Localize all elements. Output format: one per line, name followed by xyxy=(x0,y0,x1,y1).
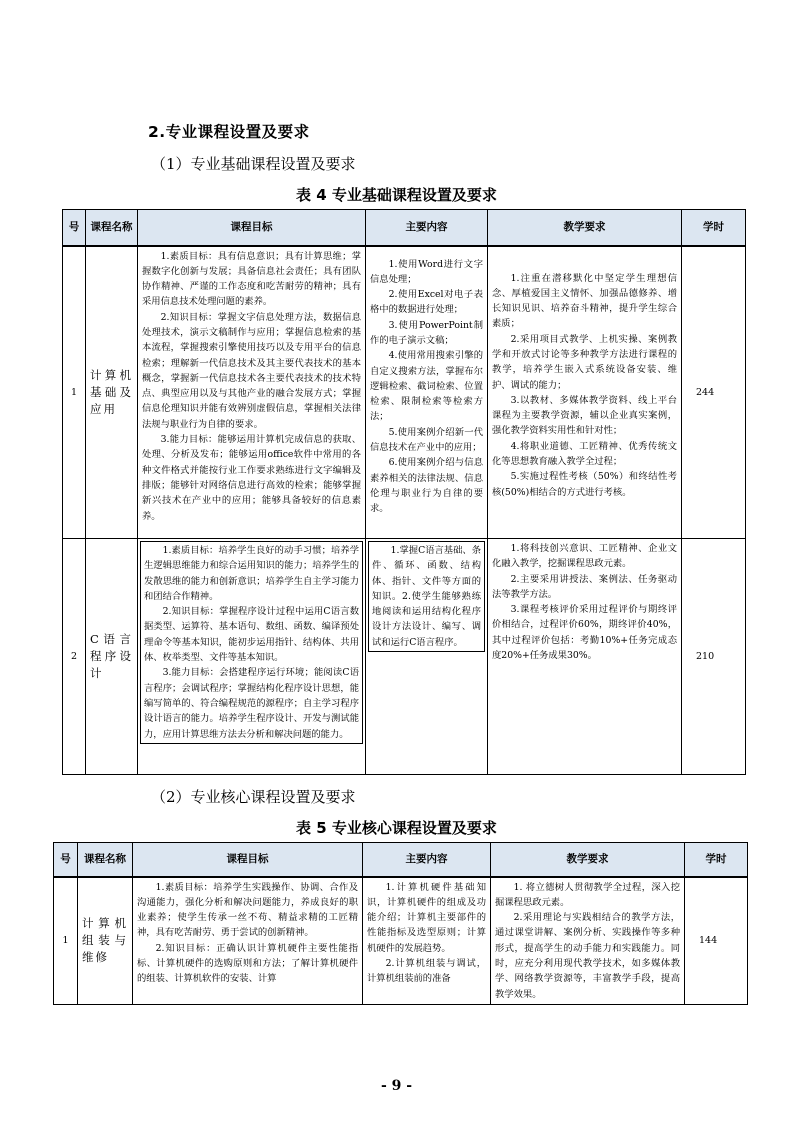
goal-paragraph: 1.素质目标：培养学生良好的动手习惯；培养学生逻辑思维能力和综合运用知识的能力；培养学生的发散思维的能力和创新意识；培养学生自主学习能力和团结合作精神。 xyxy=(144,545,359,602)
page-number: - 9 - xyxy=(380,1078,413,1094)
table-header-row xyxy=(54,843,748,877)
goal-paragraph: 1.素质目标：具有信息意识；具有计算思维；掌握数字化创新与发展；具备信息社会责任；具有团队协作精神、严谨的工作态度和吃苦耐劳的精神；具有采用信息技术处理问题的素养。 xyxy=(142,250,361,308)
teaching-req-cell xyxy=(488,246,682,539)
course-hours: 210 xyxy=(682,539,746,775)
course-name: 计算机组装与维修 xyxy=(78,877,133,1005)
req-item: 2.采用理论与实践相结合的教学方法，通过课堂讲解、案例分析、实践操作等多种形式，提高学生的动手能力和实践能力。同时，应充分利用现代教学技术，如多媒体教学、网络教学资源等，丰富教学手段，提高教学效果。 xyxy=(495,912,680,1000)
course-content-cell xyxy=(366,246,488,539)
content-item: 5.使用案例介绍新一代信息技术在产业中的应用； xyxy=(370,426,483,454)
goal-paragraph: 2.知识目标：掌握程序设计过程中运用C语言数据类型、运算符、基本语句、数组、函数、编译预处理命令等基本知识，能初步运用指针、结构体、共用体、枚举类型、文件等基本知识。 xyxy=(144,606,359,664)
col-header-name: 课程名称 xyxy=(86,210,138,246)
col-header-content: 主要内容 xyxy=(366,210,488,246)
content-item: 2.使用Excel对电子表格中的数据进行处理； xyxy=(370,289,483,316)
course-hours: 144 xyxy=(685,877,748,1005)
teaching-req-cell xyxy=(491,877,685,1005)
section-heading: 2.专业课程设置及要求 xyxy=(148,123,310,141)
col-header-name: 课程名称 xyxy=(78,843,133,877)
table-header-row xyxy=(63,210,746,246)
req-item: 2.采用项目式教学、上机实操、案例教学和开放式讨论等多种教学方法进行课程的教学，培养学生嵌入式系统设备安装、维护、调试的能力； xyxy=(492,333,677,391)
table-row xyxy=(63,246,746,539)
content-item: 3.使用PowerPoint制作的电子演示文稿； xyxy=(370,319,483,346)
course-content-cell xyxy=(366,539,488,775)
content-item: 1.使用Word进行文字信息处理； xyxy=(370,258,483,285)
col-header-content: 主要内容 xyxy=(363,843,491,877)
row-number: 1 xyxy=(54,877,78,1005)
table-row xyxy=(54,877,748,1005)
req-item: 3.以教材、多媒体教学资料、线上平台课程为主要教学资源，辅以企业真实案例，强化教学资料实用性和针对性； xyxy=(492,394,677,437)
req-item: 4.将职业道德、工匠精神、优秀传统文化等思想教育融入教学全过程； xyxy=(492,440,677,468)
col-header-req: 教学要求 xyxy=(491,843,685,877)
table-4 xyxy=(62,209,746,775)
table-row xyxy=(63,539,746,775)
content-item: 1.计算机硬件基础知识，计算机硬件的组成及功能介绍；计算机主要部件的性能指标及选型原则；计算机硬件的发展趋势。 xyxy=(367,881,486,954)
goal-paragraph: 3.能力目标：能够运用计算机完成信息的获取、处理、分析及发布；能够运用office软件中常用的各种文件格式并能按行业工作要求熟练进行文字编辑及排版；能够针对网络信息进行高效的检索；能够掌握新兴技术在产业中的应用；能够具备较好的信息素养。 xyxy=(142,434,361,522)
col-header-goal: 课程目标 xyxy=(138,210,366,246)
course-content-cell xyxy=(363,877,491,1005)
req-item: 1.将科技创兴意识、工匠精神、企业文化融入教学，挖掘课程思政元素。 xyxy=(492,543,677,570)
course-hours: 244 xyxy=(682,246,746,539)
course-goal-cell xyxy=(138,246,366,539)
content-item: 1.掌握C语言基础、条件、循环、函数、结构体、指针、文件等方面的知识。2.使学生能够熟练地阅读和运用结构化程序设计方法设计、编写、调试和运行C语言程序。 xyxy=(372,545,481,648)
row-number: 2 xyxy=(63,539,86,775)
content-item: 6.使用案例介绍与信息素养相关的法律法规、信息伦理与职业行为自律的要求。 xyxy=(370,457,483,515)
col-header-no: 号 xyxy=(54,843,78,877)
col-header-hours: 学时 xyxy=(685,843,748,877)
req-item: 3.课程考核评价采用过程评价与期终评价相结合，过程评价60%，期终评价40%，其中过程评价包括：考勤10%+任务完成态度20%+任务成果30%。 xyxy=(492,604,677,662)
subsection-heading-2: （2）专业核心课程设置及要求 xyxy=(151,788,356,806)
goal-paragraph: 1.素质目标：培养学生实践操作、协调、合作及沟通能力，强化分析和解决问题能力，养成良好的职业素养；使学生传承一丝不苟、精益求精的工匠精神，具有吃苦耐劳、勇于尝试的创新精神。 xyxy=(137,881,358,939)
col-header-req: 教学要求 xyxy=(488,210,682,246)
col-header-hours: 学时 xyxy=(682,210,746,246)
subsection-heading-1: （1）专业基础课程设置及要求 xyxy=(151,155,356,173)
goal-paragraph: 2.知识目标：掌握文字信息处理方法，数据信息处理技术，演示文稿制作与应用；掌握信息检索的基本流程，掌握搜索引擎使用技巧以及专用平台的信息检索；理解新一代信息技术及其主要代表技术的基本概念，掌握新一代信息技术各主要代表技术的技术特点、典型应用以及与其他产业的融合发展方式；掌握信息伦理知识并能有效辨别虚假信息，掌握相关法律法规与职业行为自律的要求。 xyxy=(142,311,361,430)
req-item: 5.实施过程性考核（50%）和终结性考核(50%)相结合的方式进行考核。 xyxy=(492,471,677,498)
req-item: 1. 将立德树人贯彻教学全过程，深入挖掘课程思政元素。 xyxy=(495,881,680,908)
goal-paragraph: 2.知识目标：正确认识计算机硬件主要性能指标、计算机硬件的选购原则和方法；了解计算机硬件的组装、计算机软件的安装、计算 xyxy=(137,942,358,985)
content-item: 2.计算机组装与调试，计算机组装前的准备 xyxy=(367,957,486,985)
req-item: 2.主要采用讲授法、案例法、任务驱动法等教学方法。 xyxy=(492,573,677,600)
content-item: 4.使用常用搜索引擎的自定义搜索方法，掌握布尔逻辑检索、截词检索、位置检索、限制检索等检索方法； xyxy=(370,350,483,423)
course-name: 计算机基础及应用 xyxy=(86,246,138,539)
table-4-caption: 表 4 专业基础课程设置及要求 xyxy=(296,186,497,204)
course-name: C语言程序设计 xyxy=(86,539,138,775)
course-goal-cell xyxy=(138,539,366,775)
table-5 xyxy=(53,842,748,1005)
col-header-goal: 课程目标 xyxy=(133,843,363,877)
teaching-req-cell xyxy=(488,539,682,775)
table-5-caption: 表 5 专业核心课程设置及要求 xyxy=(296,819,497,837)
goal-paragraph: 3.能力目标：会搭建程序运行环境；能阅读C语言程序；会调试程序；掌握结构化程序设计思想，能编写简单的、符合编程规范的源程序；自主学习程序设计语言的能力。培养学生程序设计、开发与测试能力，应用计算思维方法去分析和解决问题的能力。 xyxy=(144,667,359,740)
col-header-no: 号 xyxy=(63,210,86,246)
req-item: 1.注重在潜移默化中坚定学生理想信念、厚植爱国主义情怀、加强品德修养、增长知识见识、培养奋斗精神，提升学生综合素质； xyxy=(492,272,677,330)
row-number: 1 xyxy=(63,246,86,539)
course-goal-cell xyxy=(133,877,363,1005)
